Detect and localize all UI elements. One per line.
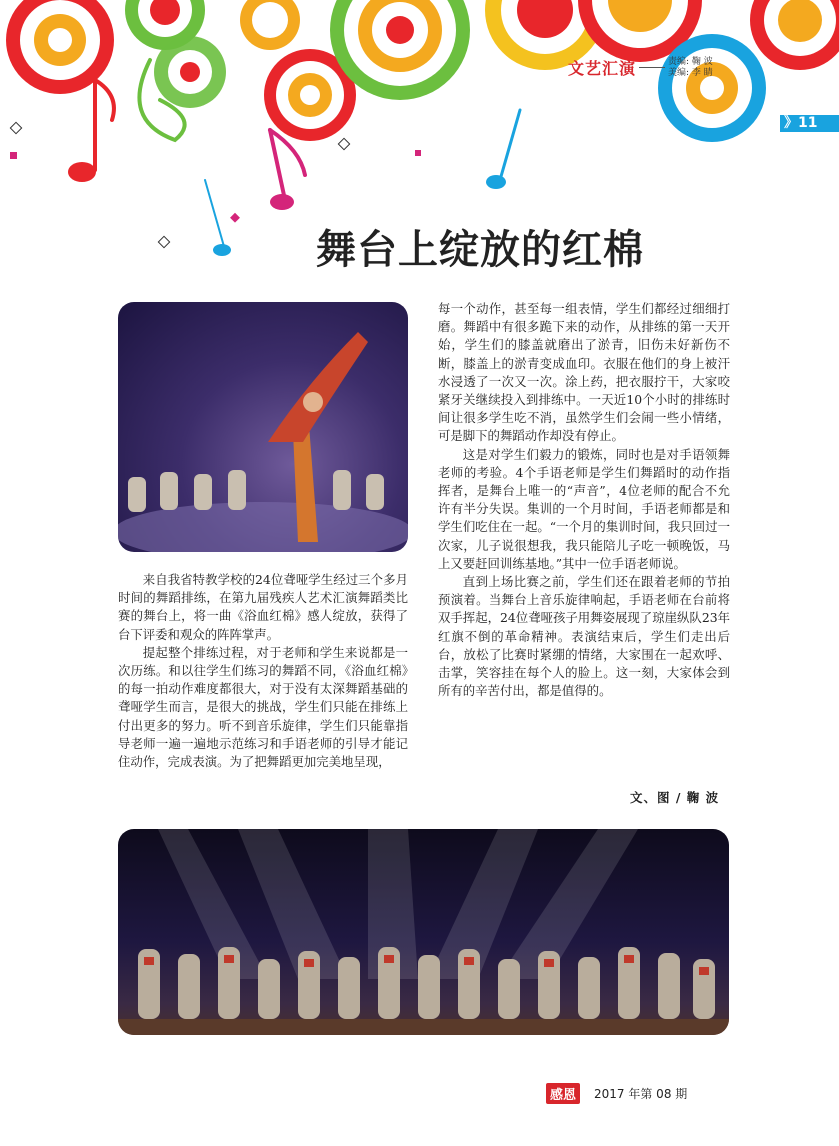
paragraph: 来自我省特教学校的24位聋哑学生经过三个多月时间的舞蹈排练，在第九届残疾人艺术汇演舞蹈类比赛的舞台上，将一曲《浴血红棉》感人绽放，获得了台下评委和观众的阵阵掌声。	[118, 572, 408, 642]
section-name: 文艺汇演	[568, 59, 637, 78]
editor-credits	[668, 57, 713, 79]
page-number: 11	[798, 115, 818, 131]
paragraph-continued: 每一个动作，甚至每一组表情，学生们都经过细细打磨。舞蹈中有很多跪下来的动作，从排练的第一天开始，学生们的膝盖就磨出了淤青，旧伤未好新伤不断，膝盖上的淤青变成血印。衣服在他们的身上被汗水浸透了一次又一次。涂上药，把衣服拧干，大家咬紧牙关继续投入到排练中。一天近10个小时的排练时间让很多学生吃不消，虽然学生们会闹一些小情绪，可是脚下的舞蹈动作却没有停止。	[438, 301, 730, 444]
stage-group-photo	[118, 829, 729, 1035]
stage-photo-illustration	[118, 829, 729, 1035]
paragraph: 提起整个排练过程，对于老师和学生来说都是一次历练。和以往学生们练习的舞蹈不同，《浴血红棉》的每一拍动作难度都很大，对于没有太深舞蹈基础的聋哑学生而言，是很大的挑战，学生们只能在排练上付出更多的努力。听不到音乐旋律，学生们只能靠指导老师一遍一遍地示范练习和手语老师的引导才能记住动作，完成表演。为了把舞蹈更加完美地呈现，	[118, 644, 408, 770]
issue-label: 2017 年第 08 期	[594, 1087, 688, 1101]
section-tag	[568, 56, 713, 79]
paragraph: 这是对学生们毅力的锻炼，同时也是对手语领舞老师的考验。4个手语老师是学生们舞蹈时的动作指挥者，是舞台上唯一的“声音”，4位老师的配合不允许有半分失误。集训的一个月时间，手语老师都是和学生们吃住在一起。“一个月的集训时间，我只回过一次家，儿子说很想我，我只能陪儿子吃一顿晚饭，马上又要赶回训练基地。”其中一位手语老师说。	[438, 446, 730, 571]
page-footer	[546, 1083, 687, 1104]
article-title: 舞台上绽放的红棉	[316, 227, 644, 273]
paragraph: 直到上场比赛之前，学生们还在跟着老师的节拍预演着。当舞台上音乐旋律响起，手语老师在台前将双手挥起，24位聋哑孩子用舞姿展现了琼崖纵队23年红旗不倒的革命精神。表演结束后，学生们走出后台，放松了比赛时紧绷的情绪，大家围在一起欢呼、击掌，笑容挂在每个人的脸上。这一刻，大家体会到所有的辛苦付出，都是值得的。	[438, 574, 730, 699]
dance-photo-illustration	[118, 302, 408, 552]
dance-performance-photo	[118, 302, 408, 552]
page-marker: 》	[784, 115, 798, 131]
article-column-left	[118, 571, 408, 771]
art-editor-line: 美编: 李 睛	[668, 67, 713, 78]
magazine-logo: 感恩	[546, 1083, 580, 1104]
target-circles	[6, 0, 839, 142]
page-number-tab	[780, 115, 839, 132]
article-byline: 文、图 / 鞠 波	[630, 790, 720, 805]
section-divider-line	[639, 67, 665, 68]
editor-line: 责编: 鞠 波	[668, 56, 713, 67]
article-column-right	[438, 300, 730, 700]
